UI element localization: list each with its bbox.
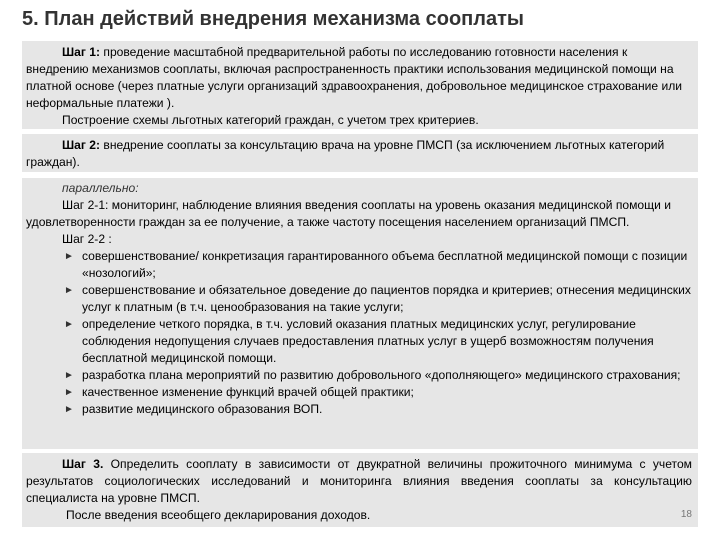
step-2-paragraph bbox=[26, 137, 692, 171]
bullet-item: ► определение четкого порядка, в т.ч. условий оказания платных медицинских услуг, регулирование соблюдения недопущения случаев предоставления платных услуг в ущерб возможностям получения бесплатной медицинской помощи. bbox=[64, 317, 654, 365]
step-3-box bbox=[22, 178, 698, 449]
step-2-text: внедрение сооплаты за консультацию врача на уровне ПМСП (за исключением льготных категорий граждан). bbox=[26, 138, 665, 169]
bullet-arrow-icon: ► bbox=[64, 387, 74, 398]
bullet-item: ► качественное изменение функций врачей общей практики; bbox=[64, 385, 414, 399]
step-3-paragraph bbox=[26, 456, 692, 507]
step-2-2-label: Шаг 2-2 : bbox=[62, 232, 112, 246]
step-1-text: проведение масштабной предварительной работы по исследованию готовности населения к внедрению механизмов сооплаты, включая распространенность практики использования медицинской помощи на платной основе (через платные услуги организаций здравоохранения, добровольное медицинское страхование или неформальные платежи ). bbox=[26, 45, 683, 110]
step-3-text: Определить сооплату в зависимости от двукратной величины прожиточного минимума с учетом результатов социологических исследований и мониторинга влияния введения сооплаты за консультацию специалиста на уровне ПМСП. bbox=[26, 457, 692, 505]
page-number: 18 bbox=[680, 509, 692, 520]
bullet-arrow-icon: ► bbox=[64, 404, 74, 415]
bullet-arrow-icon: ► bbox=[64, 285, 74, 296]
bullet-item: ► совершенствование/ конкретизация гарантированного объема бесплатной медицинской помощи с позиции «нозологий»; bbox=[64, 249, 688, 280]
step-1-label: Шаг 1: bbox=[62, 45, 101, 59]
step-1-paragraph bbox=[26, 44, 692, 112]
bullet-arrow-icon: ► bbox=[64, 370, 74, 381]
step-2-box bbox=[22, 134, 698, 172]
parallel-label: параллельно: bbox=[62, 181, 139, 195]
bullet-arrow-icon: ► bbox=[64, 251, 74, 262]
bullet-item: ► совершенствование и обязательное доведение до пациентов порядка и критериев; отнесения медицинских услуг к платным (в т.ч. ценообразования на такие услуги; bbox=[64, 283, 691, 314]
step-1-box bbox=[22, 41, 698, 129]
bullet-arrow-icon: ► bbox=[64, 319, 74, 330]
bullet-item: ► разработка плана мероприятий по развитию добровольного «дополняющего» медицинского страхования; bbox=[64, 368, 681, 382]
step-3-label: Шаг 3. bbox=[62, 457, 104, 471]
step-4-box bbox=[22, 453, 698, 527]
step-2-1-text: Шаг 2-1: мониторинг, наблюдение влияния введения сооплаты на уровень оказания медицинской помощи и удовлетворенности граждан за ее получение, а также частоту посещения населением организаций ПМСП. bbox=[26, 198, 671, 229]
step-3-text-2: После введения всеобщего декларирования доходов. bbox=[66, 508, 371, 522]
step-1-text-2: Построение схемы льготных категорий граждан, с учетом трех критериев. bbox=[62, 113, 479, 127]
bullet-item: ► развитие медицинского образования ВОП. bbox=[64, 402, 323, 416]
step-2-label: Шаг 2: bbox=[62, 138, 101, 152]
slide-title: 5. План действий внедрения механизма сооплаты bbox=[22, 8, 524, 30]
